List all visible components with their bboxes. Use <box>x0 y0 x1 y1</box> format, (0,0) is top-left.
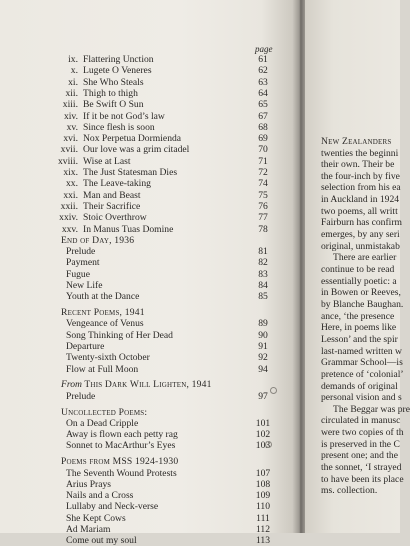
toc-entry <box>0 501 297 512</box>
entry-page-number: 109 <box>255 490 271 502</box>
entry-number: xxv. <box>61 223 78 235</box>
body-text-line: present one; and the <box>321 450 398 462</box>
toc-entry <box>0 65 297 76</box>
right-page-heading: New Zealanders <box>321 136 392 147</box>
entry-page-number: 112 <box>255 524 271 535</box>
entry-page-number: 68 <box>258 121 268 133</box>
section-heading-prefix: From <box>61 379 82 391</box>
entry-number: xvi. <box>63 133 78 145</box>
toc-entry <box>0 490 297 501</box>
section-heading-text <box>61 407 147 418</box>
body-text-line: two poems, all writt <box>321 205 398 217</box>
entry-title: Song Thinking of Her Dead <box>66 329 173 341</box>
body-text-line: Here, in poems like <box>321 322 397 334</box>
body-text-line: emerges, by any seri <box>321 229 400 241</box>
entry-title: Lugete O Veneres <box>83 65 152 77</box>
entry-title: Flattering Unction <box>83 54 154 65</box>
entry-title: Prelude <box>66 246 96 258</box>
section-heading-text <box>61 307 145 318</box>
toc-entry <box>0 479 297 490</box>
toc-entry <box>0 122 297 133</box>
toc-entry <box>0 77 297 88</box>
body-text-line: to have been its place <box>321 473 404 485</box>
toc-entry <box>0 341 297 352</box>
entry-number: xiii. <box>62 99 78 111</box>
entry-page-number: 61 <box>258 54 268 65</box>
entry-title: If it be not God’s law <box>83 110 165 122</box>
entry-title: Vengeance of Venus <box>66 318 144 330</box>
entry-title: The Just Statesman Dies <box>83 167 178 178</box>
toc-entry <box>0 88 297 99</box>
entry-title: Nox Perpetua Dormienda <box>83 133 182 145</box>
entry-title: On a Dead Cripple <box>66 417 139 429</box>
entry-title: Nails and a Cross <box>66 490 134 502</box>
entry-page-number: 69 <box>258 133 268 145</box>
section-heading-title: Recent Poems, 1941 <box>61 307 145 319</box>
entry-title: Man and Beast <box>83 189 141 201</box>
entry-title: Come out my soul <box>66 535 137 546</box>
toc-entry <box>0 133 297 144</box>
toc-entry <box>0 391 297 402</box>
toc-entry <box>0 201 297 212</box>
toc-entry <box>0 269 297 280</box>
entry-page-number: 77 <box>258 212 268 224</box>
entry-number: xxi. <box>63 189 78 201</box>
entry-title: Stoic Overthrow <box>83 212 147 224</box>
entry-page-number: 67 <box>258 110 268 122</box>
body-text-line: circulated in manusc <box>321 415 401 427</box>
toc-entry <box>0 246 297 257</box>
body-text-line: twenties the beginni <box>321 147 399 159</box>
toc-entry <box>0 54 297 65</box>
toc-entry <box>0 468 297 479</box>
toc-entry <box>0 291 297 302</box>
entry-title: Lullaby and Neck-verse <box>66 501 159 513</box>
entry-title: Sonnet to MacArthur’s Eyes <box>66 440 176 452</box>
section-heading <box>0 456 297 467</box>
entry-title: Flow at Full Moon <box>66 363 139 375</box>
body-text-line: the four-inch by five <box>321 170 400 182</box>
entry-number: xiv. <box>63 110 78 122</box>
body-text-line: ms. collection. <box>321 485 378 497</box>
body-text-line: last-named written w <box>321 345 402 357</box>
section-heading <box>0 307 297 318</box>
entry-page-number: 94 <box>258 363 268 375</box>
entry-number: xxii. <box>60 200 78 212</box>
entry-title: Twenty-sixth October <box>66 352 150 364</box>
entry-number: xvii. <box>60 144 78 156</box>
body-text-line: pretence of ‘colonial’ <box>321 368 404 380</box>
entry-page-number: 83 <box>258 268 268 280</box>
body-text-line: in Bowen or Reeves, <box>321 287 401 299</box>
toc-entry <box>0 212 297 223</box>
body-text-line: ance, ‘the presence <box>321 310 395 322</box>
entry-number: xix. <box>63 167 78 178</box>
entry-title: Departure <box>66 341 105 352</box>
body-text-line: Fairburn has confirm <box>321 217 402 229</box>
entry-title: Their Sacrifice <box>83 200 141 212</box>
entry-page-number: 71 <box>258 155 268 167</box>
entry-title: Away is flown each petty rag <box>66 429 178 441</box>
body-text-line: their own. Their be <box>321 159 395 171</box>
section-heading-text <box>61 456 178 467</box>
entry-page-number: 65 <box>258 99 268 111</box>
entry-title: In Manus Tuas Domine <box>83 223 174 235</box>
toc-entry <box>0 99 297 110</box>
pencil-circle-mark <box>270 387 277 394</box>
entry-title: Fugue <box>66 268 90 280</box>
body-text-line: personal vision and s <box>321 392 402 404</box>
entry-number: xii. <box>65 87 78 99</box>
entry-number: xviii. <box>58 155 78 167</box>
entry-title: She Kept Cows <box>66 512 126 524</box>
toc-entry <box>0 418 297 429</box>
toc-entry <box>0 352 297 363</box>
body-text-line: There are earlier <box>333 252 397 264</box>
entry-title: The Leave-taking <box>83 178 151 190</box>
entry-title: Our love was a grim citadel <box>83 144 190 156</box>
entry-page-number: 92 <box>258 352 268 364</box>
entry-title: Since flesh is soon <box>83 121 155 133</box>
section-heading <box>0 379 297 390</box>
toc-entry <box>0 144 297 155</box>
section-heading <box>0 407 297 418</box>
entry-page-number: 75 <box>258 189 268 201</box>
entry-number: xx. <box>66 178 78 190</box>
section-heading-title: This Dark Will Lighten, 1941 <box>84 379 212 391</box>
entry-page-number: 78 <box>258 223 268 235</box>
body-text-line: the sonnet, ‘I strayed <box>321 462 402 474</box>
entry-page-number: 102 <box>255 429 271 441</box>
toc-entry <box>0 330 297 341</box>
entry-page-number: 108 <box>255 478 271 490</box>
entry-title: Payment <box>66 257 100 269</box>
body-text-line: essentially poetic: a <box>321 275 397 287</box>
entry-title: Arius Prays <box>66 478 112 490</box>
entry-page-number: 107 <box>255 467 271 479</box>
section-heading-text <box>61 235 134 246</box>
entry-title: Youth at the Dance <box>66 291 140 303</box>
body-text-line: Grammar School—is <box>321 357 403 369</box>
body-text-line: by Blanche Baughan. <box>321 298 404 310</box>
body-text-line: The Beggar was pre <box>333 403 410 415</box>
section-heading-title: Poems from MSS 1924-1930 <box>61 456 179 468</box>
body-text-line: is preserved in the C <box>321 438 400 450</box>
body-text-line: demands of original <box>321 380 398 392</box>
entry-page-number: 62 <box>258 65 268 77</box>
entry-page-number: 113 <box>255 535 271 546</box>
entry-title: Prelude <box>66 390 96 402</box>
entry-title: The Seventh Wound Protests <box>66 467 177 479</box>
entry-page-number: 84 <box>258 280 268 291</box>
entry-page-number: 64 <box>258 87 268 99</box>
toc-entry <box>0 257 297 268</box>
toc-entry <box>0 156 297 167</box>
entry-page-number: 81 <box>258 246 268 258</box>
entry-page-number: 82 <box>258 257 268 269</box>
toc-entry <box>0 280 297 291</box>
section-heading-text <box>61 379 212 390</box>
entry-page-number: 110 <box>255 501 271 513</box>
body-text-line: were two copies of th <box>321 427 404 439</box>
entry-page-number: 90 <box>258 329 268 341</box>
right-page-text <box>305 0 410 533</box>
entry-number: x. <box>70 65 78 77</box>
page-column-label: page <box>255 44 273 54</box>
entry-title: Wise at Last <box>83 155 131 167</box>
body-text-line: original, unmistakab <box>321 240 400 252</box>
entry-number: xv. <box>66 121 78 133</box>
entry-page-number: 103 <box>255 440 271 452</box>
entry-page-number: 63 <box>258 76 268 88</box>
toc-entry <box>0 513 297 524</box>
body-text-line: selection from his ea <box>321 182 401 194</box>
body-text-line: Lesson’ and the spir <box>321 333 398 345</box>
section-heading <box>0 235 297 246</box>
entry-title: She Who Steals <box>83 76 144 88</box>
toc-entry <box>0 429 297 440</box>
toc-entry <box>0 178 297 189</box>
entry-page-number: 85 <box>258 291 268 303</box>
entry-page-number: 91 <box>258 341 268 352</box>
toc-entry <box>0 364 297 375</box>
entry-page-number: 89 <box>258 318 268 330</box>
toc-entry <box>0 524 297 535</box>
entry-number: ix. <box>68 54 78 65</box>
section-heading-title: Uncollected Poems: <box>61 406 148 418</box>
entry-page-number: 72 <box>258 167 268 178</box>
entry-title: New Life <box>66 280 103 291</box>
entry-number: xxiv. <box>59 212 78 224</box>
toc-entry <box>0 224 297 235</box>
toc-entry <box>0 167 297 178</box>
entry-page-number: 111 <box>256 512 270 524</box>
entry-page-number: 97 <box>258 390 268 402</box>
entry-page-number: 70 <box>258 144 268 156</box>
entry-title: Thigh to thigh <box>83 87 138 99</box>
toc-entry <box>0 535 297 546</box>
toc-entry <box>0 440 297 451</box>
pencil-circle-mark <box>265 441 272 448</box>
entry-page-number: 76 <box>258 200 268 212</box>
toc-entry <box>0 111 297 122</box>
body-text-line: in Auckland in 1924 <box>321 194 400 206</box>
section-heading-title: End of Day, 1936 <box>61 234 135 246</box>
body-text-line: continue to be read <box>321 264 395 275</box>
entry-title: Be Swift O Sun <box>83 99 144 111</box>
entry-number: xi. <box>68 76 78 88</box>
toc-entry <box>0 318 297 329</box>
toc-entry <box>0 190 297 201</box>
entry-page-number: 74 <box>258 178 268 190</box>
entry-title: Ad Mariam <box>66 524 111 535</box>
entry-page-number: 101 <box>255 417 271 429</box>
